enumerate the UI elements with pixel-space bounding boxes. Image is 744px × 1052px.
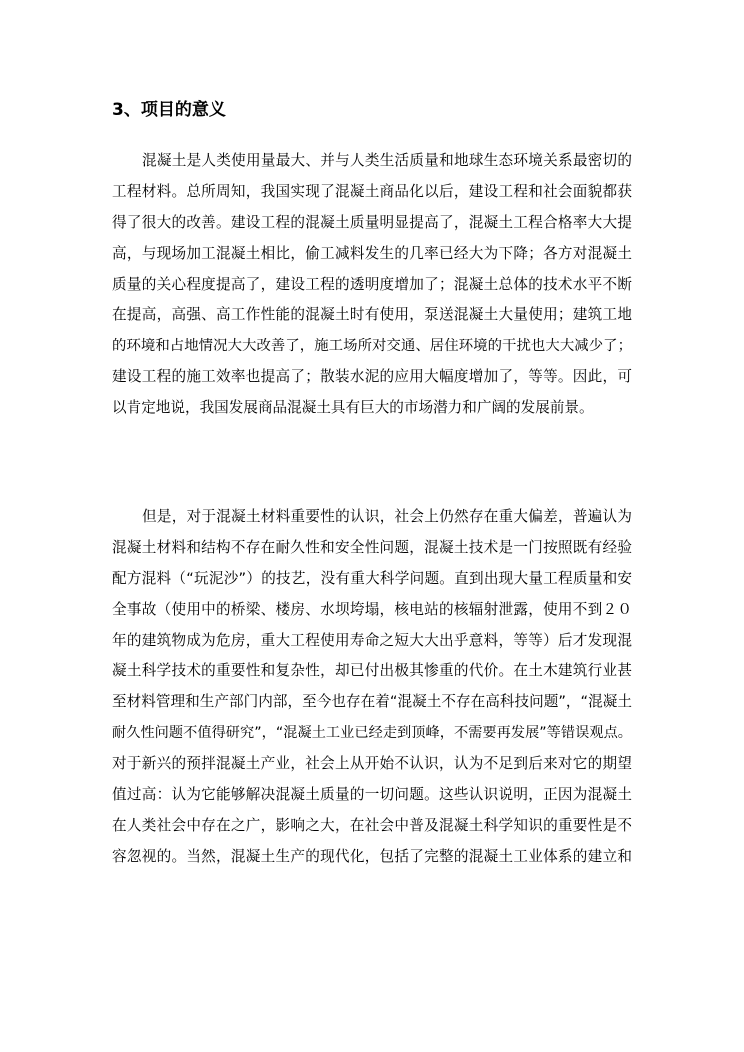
text-line: 高，与现场加工混凝土相比，偷工减料发生的几率已经大为下降；各方对混凝土 xyxy=(112,244,632,262)
text-line: 质量的关心程度提高了，建设工程的透明度增加了；混凝土总体的技术水平不断 xyxy=(112,275,632,293)
text-line: 工程材料。总所周知，我国实现了混凝土商品化以后，建设工程和社会面貌都获 xyxy=(112,182,632,200)
text-line: 至材料管理和生产部门内部，至今也存在着“混凝土不存在高科技问题”，“混凝土 xyxy=(112,693,632,711)
paragraph-2 xyxy=(112,502,632,873)
text-line: 以肯定地说，我国发展商品混凝土具有巨大的市场潜力和广阔的发展前景。 xyxy=(112,399,594,417)
text-line: 但是，对于混凝土材料重要性的认识，社会上仍然存在重大偏差，普遍认为 xyxy=(142,508,632,525)
text-line: 值过高：认为它能够解决混凝土质量的一切问题。这些认识说明，正因为混凝土 xyxy=(112,786,632,804)
text-line: 的环境和占地情况大大改善了，施工场所对交通、居住环境的干扰也大大减少了； xyxy=(112,338,632,355)
text-line: 年的建筑物成为危房，重大工程使用寿命之短大大出乎意料，等等）后才发现混 xyxy=(112,631,632,649)
text-line: 建设工程的施工效率也提高了；散装水泥的应用大幅度增加了，等等。因此，可 xyxy=(112,368,632,386)
text-line: 全事故（使用中的桥梁、楼房、水坝垮塌，核电站的核辐射泄露，使用不到２０ xyxy=(112,600,632,618)
text-line: 对于新兴的预拌混凝土产业，社会上从开始不认识，认为不足到后来对它的期望 xyxy=(112,755,632,773)
text-line: 混凝土是人类使用量最大、并与人类生活质量和地球生态环境关系最密切的 xyxy=(142,152,632,169)
text-line: 耐久性问题不值得研究”，“混凝土工业已经走到顶峰，不需要再发展”等错误观点。 xyxy=(112,725,632,742)
text-line: 得了很大的改善。建设工程的混凝土质量明显提高了，混凝土工程合格率大大提 xyxy=(112,213,632,231)
text-line: 凝土科学技术的重要性和复杂性，却已付出极其惨重的代价。在土木建筑行业甚 xyxy=(112,662,632,680)
text-line: 容忽视的。当然，混凝土生产的现代化，包括了完整的混凝土工业体系的建立和 xyxy=(112,847,632,865)
text-line: 混凝土材料和结构不存在耐久性和安全性问题，混凝土技术是一门按照既有经验 xyxy=(112,538,632,556)
text-line: 在人类社会中存在之广，影响之大，在社会中普及混凝土科学知识的重要性是不 xyxy=(112,816,632,834)
text-line: 配方混料（“玩泥沙”）的技艺，没有重大科学问题。直到出现大量工程质量和安 xyxy=(112,569,632,587)
paragraph-1 xyxy=(112,146,632,424)
section-heading: 3、项目的意义 xyxy=(112,100,226,120)
text-line: 在提高，高强、高工作性能的混凝土时有使用，泵送混凝土大量使用；建筑工地 xyxy=(112,306,632,324)
